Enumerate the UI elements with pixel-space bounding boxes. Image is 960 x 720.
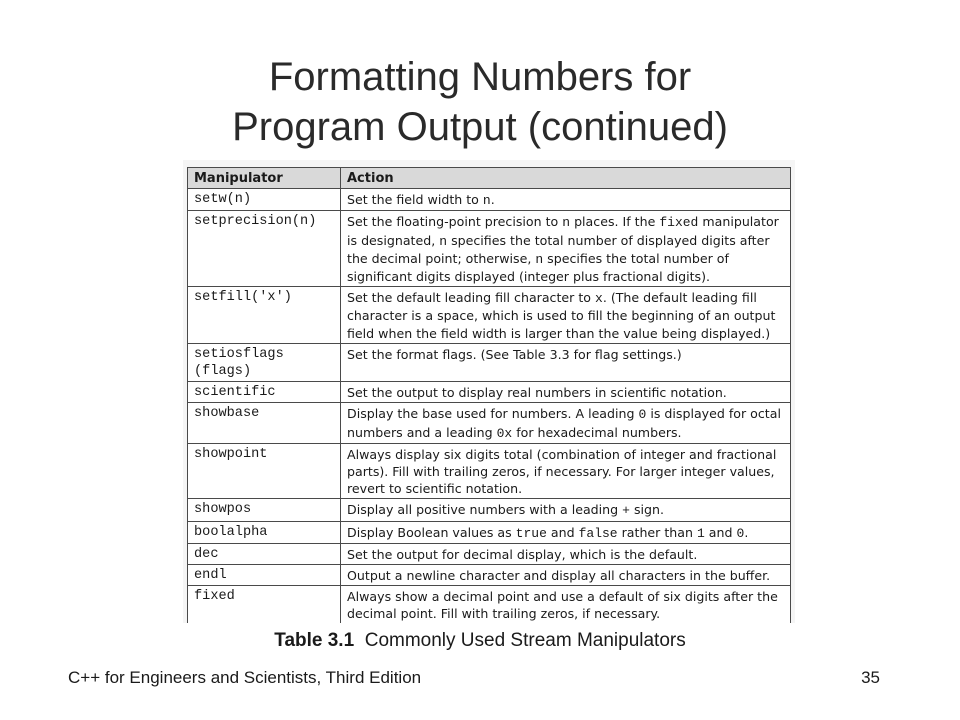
table-row	[188, 565, 791, 586]
inline-code: n	[535, 251, 544, 267]
manipulator-cell	[188, 343, 341, 381]
inline-code: fixed	[659, 215, 699, 231]
manipulator-cell	[188, 443, 341, 499]
footer-page-number: 35	[861, 668, 880, 687]
action-text: and	[546, 524, 579, 540]
manipulator-name: setfill('x')	[194, 290, 292, 306]
inline-code: x	[595, 291, 603, 307]
title-line-2: Program Output (continued)	[232, 105, 728, 149]
manipulator-cell	[188, 211, 341, 287]
manipulator-name: showpos	[194, 502, 252, 518]
action-text: Output a newline character and display all characters in the buffer.	[347, 568, 771, 584]
manipulator-name: setprecision(n)	[194, 214, 317, 230]
table-row	[188, 382, 791, 403]
table-row	[188, 189, 791, 211]
manipulator-name: fixed	[194, 589, 235, 605]
action-text: for hexadecimal numbers.	[512, 424, 682, 440]
manipulator-cell	[188, 499, 341, 521]
table-row	[188, 403, 791, 443]
manipulator-name: scientific	[194, 385, 276, 401]
action-text: Set the field width to	[347, 192, 483, 208]
inline-code: n	[482, 193, 491, 209]
table-row	[188, 586, 791, 623]
manipulator-name: (flags)	[194, 364, 252, 380]
action-cell	[341, 499, 791, 521]
inline-code: true	[515, 525, 547, 541]
action-text: Display the base used for numbers. A leading	[347, 406, 639, 422]
action-cell	[341, 403, 791, 443]
action-cell	[341, 211, 791, 287]
table-image	[183, 160, 795, 623]
table-row	[188, 287, 791, 344]
action-cell	[341, 521, 791, 543]
header-action: Action	[341, 168, 791, 189]
action-cell	[341, 443, 791, 499]
action-text: Always show a decimal point and use a default of six digits after the decimal point. Fill with trailing zeros, if necessary.	[347, 589, 778, 622]
slide-title	[0, 52, 960, 152]
manipulator-cell	[188, 521, 341, 543]
action-text: . (The default leading fill character is a space, which is used to fill the beginning of an output field when the field width is larger than the value being displayed.)	[347, 290, 776, 341]
manipulator-name: dec	[194, 546, 219, 562]
action-text: specifies the total number of displayed digits after the decimal point; otherwise,	[347, 232, 770, 266]
action-cell	[341, 287, 791, 344]
action-cell	[341, 382, 791, 403]
action-text: and	[704, 524, 737, 540]
table-row	[188, 543, 791, 564]
action-text: .	[490, 192, 495, 208]
inline-code: 0	[736, 525, 745, 541]
action-text: Display all positive numbers with a leading	[347, 502, 623, 518]
inline-code: 1	[696, 525, 705, 541]
action-cell	[341, 343, 791, 381]
action-text: is displayed for octal numbers and a leading	[347, 406, 781, 440]
action-cell	[341, 543, 791, 564]
action-text: Always display six digits total (combination of integer and fractional parts). Fill with trailing zeros, if necessary. For larger integer values, revert to scientific notation.	[347, 446, 777, 497]
manipulator-cell	[188, 586, 341, 623]
action-text: rather than	[617, 524, 697, 540]
manipulator-name: endl	[194, 568, 227, 584]
action-text: Set the output for decimal display, which is the default.	[347, 546, 698, 562]
inline-code: n	[439, 233, 448, 249]
footer-book-title: C++ for Engineers and Scientists, Third Edition	[68, 668, 422, 687]
table-row	[188, 343, 791, 381]
action-text: .	[744, 524, 749, 540]
manipulator-cell	[188, 543, 341, 564]
table-header-row	[188, 168, 791, 189]
manipulator-cell	[188, 565, 341, 586]
table-row	[188, 521, 791, 543]
manipulator-name: showbase	[194, 406, 260, 422]
action-cell	[341, 565, 791, 586]
inline-code: 0	[638, 407, 647, 423]
caption-text: Commonly Used Stream Manipulators	[364, 630, 686, 651]
action-cell	[341, 586, 791, 623]
action-text: sign.	[629, 502, 664, 518]
manipulators-table	[187, 167, 791, 623]
manipulator-cell	[188, 382, 341, 403]
manipulator-name: setiosflags	[194, 346, 284, 362]
table-row	[188, 443, 791, 499]
action-text: specifies the total number of significant digits displayed (integer plus fractional digits).	[347, 250, 729, 285]
table-caption	[0, 630, 960, 652]
manipulator-name: boolalpha	[194, 524, 268, 540]
manipulator-cell	[188, 189, 341, 211]
inline-code: +	[622, 503, 630, 519]
title-line-1: Formatting Numbers for	[268, 55, 692, 99]
inline-code: n	[562, 215, 571, 231]
action-text: places. If the	[570, 214, 660, 230]
action-text: Set the floating-point precision to	[347, 214, 563, 230]
table-row	[188, 211, 791, 287]
inline-code: false	[578, 525, 618, 541]
inline-code: 0x	[496, 425, 513, 441]
action-text: Set the format flags. (See Table 3.3 for flag settings.)	[347, 346, 682, 362]
action-text: Display Boolean values as	[347, 524, 516, 540]
manipulator-name: showpoint	[194, 446, 268, 462]
manipulator-cell	[188, 287, 341, 344]
manipulator-name: setw(n)	[194, 192, 252, 208]
caption-label: Table 3.1	[274, 630, 355, 651]
header-manipulator: Manipulator	[188, 168, 341, 189]
action-text: Set the output to display real numbers in scientific notation.	[347, 385, 727, 401]
action-cell	[341, 189, 791, 211]
table-row	[188, 499, 791, 521]
action-text: Set the default leading fill character to	[347, 290, 595, 306]
action-text: manipulator is designated,	[347, 214, 779, 248]
manipulator-cell	[188, 403, 341, 443]
